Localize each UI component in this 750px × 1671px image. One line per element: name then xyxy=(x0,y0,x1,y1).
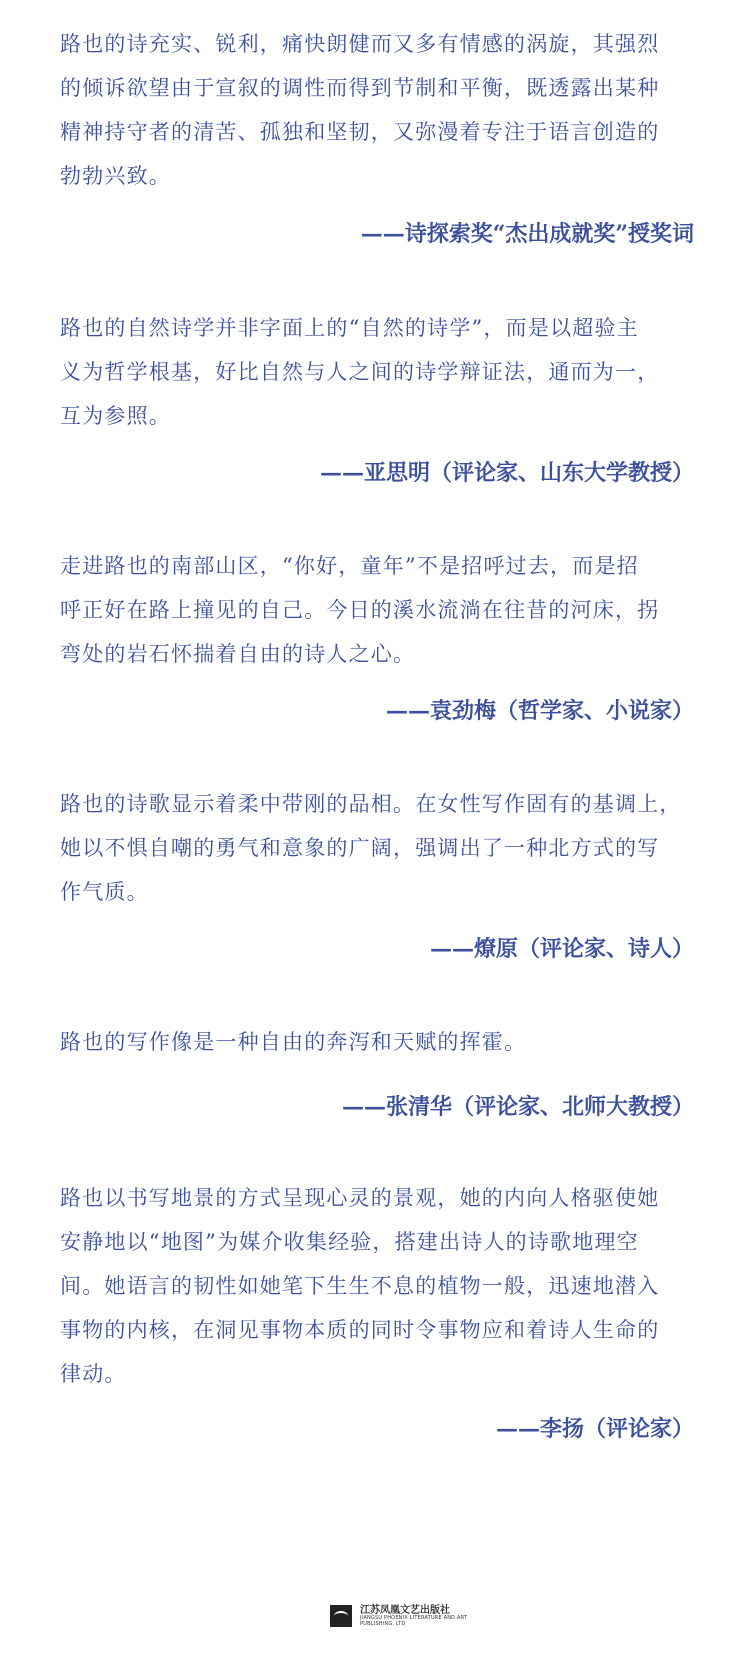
publisher-logo-icon xyxy=(330,1605,352,1627)
quote-5: 路也的写作像是一种自由的奔泻和天赋的挥霍。 xyxy=(60,1030,527,1054)
attribution-1: ——诗探索奖“杰出成就奖”授奖词 xyxy=(360,221,694,247)
quote-2: 路也的自然诗学并非字面上的“自然的诗学”，而是以超验主 义为哲学根基，好比自然与人之间的诗学辩证法，通而为一， 互为参照。 xyxy=(60,316,660,428)
publisher-name-en: JIANGSU PHOENIX LITERATURE AND ART PUBLISHING, LTD xyxy=(360,1615,468,1627)
quote-6: 路也以书写地景的方式呈现心灵的景观，她的内向人格驱使她 安静地以“地图”为媒介收集经验，搭建出诗人的诗歌地理空 间。她语言的韧性如她笔下生生不息的植物一般，迅速地潜入 事物的内核，在洞见事物本质的同时令事物应和着诗人生命的 律动。 xyxy=(60,1186,660,1386)
publisher-name xyxy=(360,1605,480,1627)
attribution-3: ——袁劲梅（哲学家、小说家） xyxy=(385,698,694,724)
attribution-6: ——李扬（评论家） xyxy=(495,1416,694,1442)
quote-3: 走进路也的南部山区，“你好，童年”不是招呼过去，而是招 呼正好在路上撞见的自己。今日的溪水流淌在往昔的河床，拐 弯处的岩石怀揣着自由的诗人之心。 xyxy=(60,554,660,666)
attribution-5: ——张清华（评论家、北师大教授） xyxy=(341,1094,694,1120)
quote-4: 路也的诗歌显示着柔中带刚的品相。在女性写作固有的基调上， 她以不惧自嘲的勇气和意象的广阔，强调出了一种北方式的写 作气质。 xyxy=(60,792,682,904)
publisher-footer xyxy=(330,1605,480,1627)
publisher-name-cn: 江苏凤凰文艺出版社 xyxy=(360,1605,450,1616)
attribution-2: ——亚思明（评论家、山东大学教授） xyxy=(319,460,694,486)
attribution-4: ——燎原（评论家、诗人） xyxy=(429,936,694,962)
quote-1: 路也的诗充实、锐利，痛快朗健而又多有情感的涡旋，其强烈 的倾诉欲望由于宣叙的调性而得到节制和平衡，既透露出某种 精神持守者的清苦、孤独和坚韧，又弥漫着专注于语言创造的 勃勃兴致。 xyxy=(60,32,660,188)
